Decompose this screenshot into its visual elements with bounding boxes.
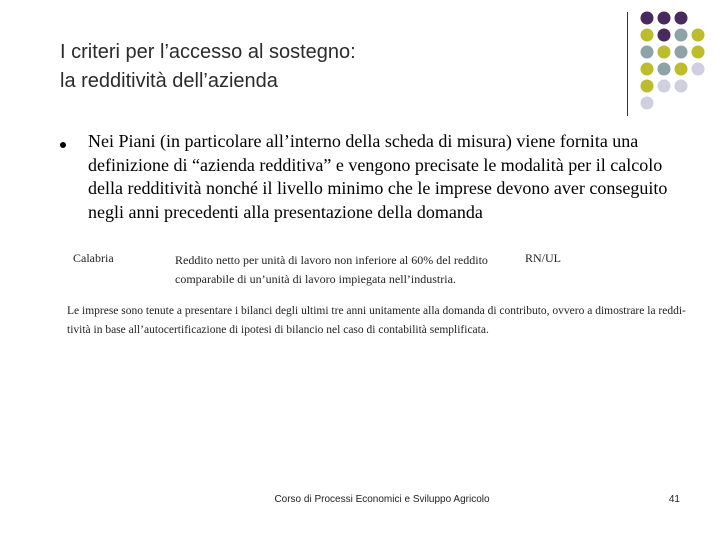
decorative-dot bbox=[658, 46, 671, 59]
decorative-dot bbox=[641, 97, 654, 110]
scan-requirement-line: comparabile di un’unità di lavoro impiegata nell’industria. bbox=[175, 272, 456, 286]
decorative-dot bbox=[675, 46, 688, 59]
decorative-divider-line bbox=[627, 12, 628, 116]
scan-note bbox=[67, 302, 686, 340]
decorative-dot bbox=[692, 63, 705, 76]
bullet-text: Nei Piani (in particolare all’interno della scheda di misura) viene fornita una definizione di “azienda redditiva” e vengono precisate le modalità per il calcolo della redditività nonché il livello minimo che le imprese devono aver conseguito negli anni precedenti alla presentazione della domanda bbox=[88, 131, 668, 222]
decorative-dot bbox=[658, 29, 671, 42]
scan-note-line: Le imprese sono tenute a presentare i bilanci degli ultimi tre anni unitamente alla domanda di contributo, ovvero a dimostrare la reddi- bbox=[67, 305, 686, 317]
decorative-dot bbox=[641, 29, 654, 42]
decorative-dot bbox=[692, 46, 705, 59]
title-line: I criteri per l’accesso al sostegno: bbox=[60, 41, 356, 63]
slide-footer: Corso di Processi Economici e Sviluppo Agricolo bbox=[274, 494, 490, 505]
title-line: la redditività dell’azienda bbox=[60, 70, 278, 92]
scan-note-line: tività in base all’autocertificazione di ipotesi di bilancio nel caso di contabilità semplificata. bbox=[67, 324, 489, 336]
scan-region-label: Calabria bbox=[73, 251, 114, 265]
decorative-dot bbox=[658, 12, 671, 25]
decorative-dot bbox=[641, 12, 654, 25]
bullet-dot-icon bbox=[60, 142, 66, 148]
decorative-dot bbox=[675, 29, 688, 42]
slide-title bbox=[60, 38, 580, 96]
decorative-dot bbox=[641, 80, 654, 93]
page-number: 41 bbox=[668, 494, 680, 505]
decorative-dot bbox=[675, 12, 688, 25]
decorative-dot bbox=[692, 29, 705, 42]
scan-formula: RN/UL bbox=[525, 251, 561, 265]
decorative-dot bbox=[641, 63, 654, 76]
decorative-dot bbox=[658, 63, 671, 76]
decorative-dot bbox=[658, 80, 671, 93]
decorative-dot bbox=[675, 63, 688, 76]
decorative-dot bbox=[675, 80, 688, 93]
scan-requirement bbox=[175, 251, 495, 289]
scan-requirement-line: Reddito netto per unità di lavoro non inferiore al 60% del reddito bbox=[175, 253, 488, 267]
decorative-dot bbox=[641, 46, 654, 59]
